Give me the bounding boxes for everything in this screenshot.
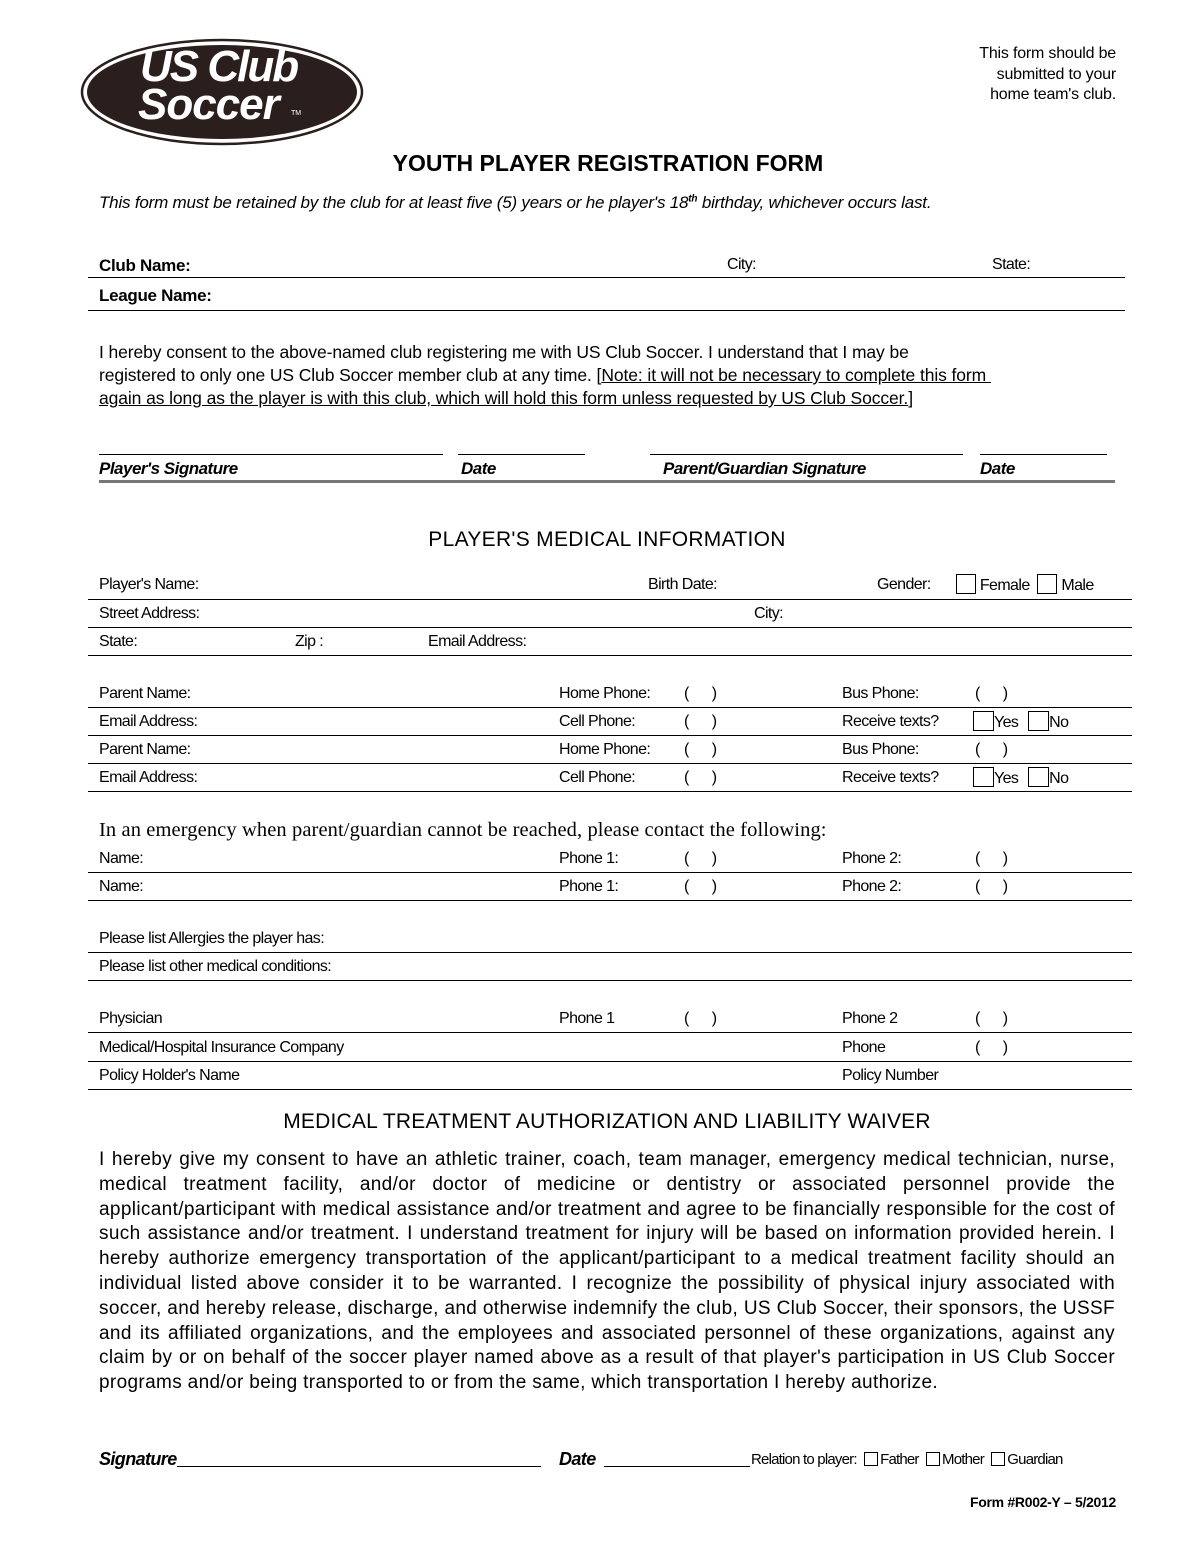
club-name-label: Club Name: [99, 256, 191, 275]
emergency-phone1-label: Phone 1: [559, 878, 619, 895]
emergency-phone2-label: Phone 2: [842, 850, 902, 867]
player-city-label: City: [754, 605, 784, 622]
insurance-phone-paren: ( ) [975, 1039, 1008, 1056]
bus-phone-label: Bus Phone: [842, 685, 919, 702]
texts-yes-checkbox[interactable] [973, 767, 994, 787]
home-phone-label: Home Phone: [559, 685, 651, 702]
policy-holder-label: Policy Holder's Name [99, 1067, 240, 1084]
player-signature-label: Player's Signature [99, 459, 238, 478]
submit-note-line: submitted to your [996, 65, 1116, 83]
row-line [88, 599, 1132, 600]
insurance-label: Medical/Hospital Insurance Company [99, 1039, 344, 1056]
parent-name-label: Parent Name: [99, 741, 191, 758]
row-line [88, 1032, 1132, 1033]
consent-line3 [99, 387, 991, 410]
consent-text [99, 341, 991, 410]
player-signature-line[interactable] [99, 454, 443, 455]
date-line-1[interactable] [458, 454, 585, 455]
player-email-label: Email Address: [428, 633, 527, 650]
date-line-2[interactable] [980, 454, 1107, 455]
cell-phone-paren: ( ) [684, 713, 717, 730]
emergency-phone2-paren: ( ) [975, 878, 1008, 895]
row-line [88, 980, 1132, 981]
gender-label: Gender: [877, 576, 931, 593]
no-label: No [1049, 714, 1069, 731]
cell-phone-label: Cell Phone: [559, 769, 636, 786]
row-line [88, 707, 1132, 708]
father-checkbox[interactable] [864, 1452, 878, 1466]
guardian-label: Guardian [1007, 1451, 1063, 1468]
player-state-label: State: [99, 633, 138, 650]
consent-line1: I hereby consent to the above-named club registering me with US Club Soccer. I understand that I may be [99, 342, 909, 362]
guardian-checkbox[interactable] [991, 1452, 1005, 1466]
waiver-text: I hereby give my consent to have an athletic trainer, coach, team manager, emergency medical technician, nurse, medical treatment facility, and/or doctor of medicine or dentistry or associated personnel provide the applicant/participant with medical assistance and/or treatment and agree to be financially responsible for the cost of such assistance and/or treatment. I understand treatment for injury will be based on information provided herein. I hereby authorize emergency transportation of the applicant/participant to a medical treatment facility should an individual listed above consider it to be warranted. I recognize the possibility of physical injury associated with soccer, and hereby release, discharge, and otherwise indemnify the club, US Club Soccer, their sponsors, the USSF and its affiliated organizations, and the employees and associated personnel of these organizations, against any claim by or on behalf of the soccer player named above as a result of that player's participation in US Club Soccer programs and/or being transported to or from the same, which transportation I hereby authorize. [99, 1149, 1115, 1394]
bus-phone-label: Bus Phone: [842, 741, 919, 758]
row-line [88, 735, 1132, 736]
retention-post: birthday, whichever occurs last. [697, 193, 932, 212]
emergency-phone2-paren: ( ) [975, 850, 1008, 867]
mother-checkbox[interactable] [926, 1452, 940, 1466]
texts-no-checkbox[interactable] [1028, 711, 1049, 731]
male-label: Male [1061, 577, 1094, 594]
emergency-name-label: Name: [99, 850, 144, 867]
home-phone-label: Home Phone: [559, 741, 651, 758]
logo-line1: US Club [140, 42, 298, 91]
final-date-line[interactable] [604, 1448, 750, 1467]
submit-note-line: This form should be [979, 45, 1116, 62]
form-title: YOUTH PLAYER REGISTRATION FORM [392, 150, 824, 176]
row-line [88, 655, 1132, 656]
birth-date-label: Birth Date: [648, 576, 717, 593]
consent-note-underlined: Note: it will not be necessary to complete this form [601, 365, 991, 385]
row-line [88, 791, 1132, 792]
waiver-title: MEDICAL TREATMENT AUTHORIZATION AND LIABILITY WAIVER [283, 1110, 931, 1133]
row-line [88, 952, 1132, 953]
insurance-phone-label: Phone [842, 1039, 886, 1056]
home-phone-paren: ( ) [684, 685, 717, 702]
league-name-line[interactable] [88, 310, 1125, 311]
street-address-label: Street Address: [99, 605, 200, 622]
consent-line2-plain: registered to only one US Club Soccer member club at any time. [ [99, 365, 602, 385]
form-number: Form #R002-Y – 5/2012 [970, 1494, 1116, 1510]
emergency-phone1-paren: ( ) [684, 850, 717, 867]
league-name-label: League Name: [99, 286, 212, 305]
relation-row [751, 1451, 1063, 1468]
consent-line2 [99, 364, 991, 387]
row-line [88, 1061, 1132, 1062]
physician-phone1-label: Phone 1 [559, 1010, 615, 1027]
cell-phone-paren: ( ) [684, 769, 717, 786]
emergency-intro: In an emergency when parent/guardian cannot be reached, please contact the following: [99, 819, 827, 841]
section-divider [99, 480, 1115, 483]
signature-label: Signature [99, 1449, 177, 1469]
logo-line2: Soccer [138, 80, 279, 129]
home-phone-paren: ( ) [684, 741, 717, 758]
female-label: Female [979, 577, 1030, 594]
gender-options [956, 574, 1094, 595]
parent-name-label: Parent Name: [99, 685, 191, 702]
final-date-row [559, 1448, 750, 1470]
parent-email-label: Email Address: [99, 713, 198, 730]
receive-texts-label: Receive texts? [842, 769, 939, 786]
emergency-phone2-label: Phone 2: [842, 878, 902, 895]
final-signature-row [99, 1448, 541, 1470]
allergies-label: Please list Allergies the player has: [99, 930, 325, 947]
parent-email-label: Email Address: [99, 769, 198, 786]
emergency-name-label: Name: [99, 878, 144, 895]
bus-phone-paren: ( ) [975, 685, 1008, 702]
emergency-phone1-label: Phone 1: [559, 850, 619, 867]
us-club-soccer-logo [80, 38, 364, 146]
conditions-label: Please list other medical conditions: [99, 958, 332, 975]
signature-line[interactable] [177, 1448, 541, 1467]
club-city-label: City: [727, 256, 757, 273]
cell-phone-label: Cell Phone: [559, 713, 636, 730]
mother-label: Mother [942, 1451, 984, 1468]
yes-label: Yes [994, 770, 1019, 787]
relation-label: Relation to player: [751, 1451, 857, 1468]
submit-note [979, 44, 1116, 106]
policy-number-label: Policy Number [842, 1067, 939, 1084]
logo-tm: TM [291, 110, 302, 117]
texts-options [973, 767, 1068, 788]
zip-label: Zip : [295, 633, 324, 650]
female-checkbox[interactable] [956, 574, 976, 594]
row-line [88, 627, 1132, 628]
parent-signature-line[interactable] [650, 454, 963, 455]
emergency-phone1-paren: ( ) [684, 878, 717, 895]
no-label: No [1049, 770, 1069, 787]
parent-signature-label: Parent/Guardian Signature [663, 459, 866, 478]
physician-label: Physician [99, 1010, 163, 1027]
male-checkbox[interactable] [1037, 574, 1057, 594]
father-label: Father [880, 1451, 919, 1468]
physician-phone2-paren: ( ) [975, 1010, 1008, 1027]
consent-line3-underlined: again as long as the player is with this club, which will hold this form unless requested by US Club Soccer. [99, 388, 909, 408]
receive-texts-label: Receive texts? [842, 713, 939, 730]
retention-pre: This form must be retained by the club for at least five (5) years or he player's 18 [99, 193, 689, 212]
row-line [88, 872, 1132, 873]
physician-phone2-label: Phone 2 [842, 1010, 898, 1027]
texts-yes-checkbox[interactable] [973, 711, 994, 731]
row-line [88, 763, 1132, 764]
texts-options [973, 711, 1068, 732]
physician-phone1-paren: ( ) [684, 1010, 717, 1027]
club-state-label: State: [992, 256, 1031, 273]
date-label-1: Date [461, 459, 496, 478]
player-name-label: Player's Name: [99, 576, 199, 593]
texts-no-checkbox[interactable] [1028, 767, 1049, 787]
yes-label: Yes [994, 714, 1019, 731]
submit-note-line: home team's club. [990, 86, 1116, 103]
club-name-line[interactable] [88, 277, 1125, 278]
consent-line3-end: ] [908, 388, 913, 408]
date-label-2: Date [980, 459, 1015, 478]
final-date-label: Date [559, 1449, 596, 1469]
bus-phone-paren: ( ) [975, 741, 1008, 758]
retention-note [99, 193, 931, 213]
medical-section-title: PLAYER'S MEDICAL INFORMATION [428, 528, 786, 551]
row-line [88, 1089, 1132, 1090]
row-line [88, 900, 1132, 901]
retention-sup: th [688, 193, 698, 205]
